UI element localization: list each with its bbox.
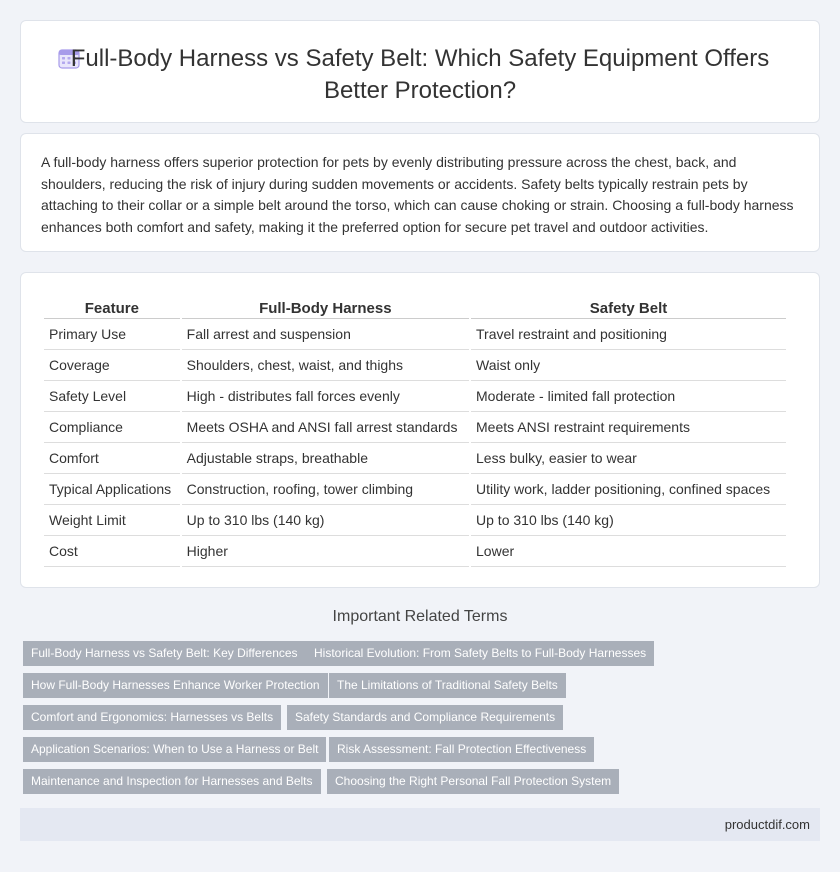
- related-term-tag[interactable]: Choosing the Right Personal Fall Protection System: [327, 769, 619, 794]
- related-term-tag[interactable]: Risk Assessment: Fall Protection Effectiveness: [329, 737, 594, 762]
- header-full-body-harness: Full-Body Harness: [182, 296, 469, 319]
- belt-cell: Less bulky, easier to wear: [471, 443, 786, 474]
- related-term-tag[interactable]: Historical Evolution: From Safety Belts to Full-Body Harnesses: [306, 641, 654, 666]
- feature-cell: Typical Applications: [44, 474, 180, 505]
- belt-cell: Meets ANSI restraint requirements: [471, 412, 786, 443]
- belt-cell: Travel restraint and positioning: [471, 319, 786, 350]
- feature-cell: Comfort: [44, 443, 180, 474]
- related-term-tag[interactable]: How Full-Body Harnesses Enhance Worker Protection: [23, 673, 328, 698]
- harness-cell: Fall arrest and suspension: [182, 319, 469, 350]
- related-term-tag[interactable]: Maintenance and Inspection for Harnesses and Belts: [23, 769, 321, 794]
- related-term-tag[interactable]: Comfort and Ergonomics: Harnesses vs Belts: [23, 705, 281, 730]
- feature-cell: Compliance: [44, 412, 180, 443]
- harness-cell: Shoulders, chest, waist, and thighs: [182, 350, 469, 381]
- related-term-tag[interactable]: Full-Body Harness vs Safety Belt: Key Differences: [23, 641, 306, 666]
- belt-cell: Lower: [471, 536, 786, 567]
- harness-cell: Construction, roofing, tower climbing: [182, 474, 469, 505]
- belt-cell: Up to 310 lbs (140 kg): [471, 505, 786, 536]
- feature-cell: Coverage: [44, 350, 180, 381]
- table-row: [44, 381, 786, 412]
- table-row: [44, 505, 786, 536]
- related-term-tag[interactable]: The Limitations of Traditional Safety Belts: [329, 673, 566, 698]
- comparison-table: [42, 296, 788, 567]
- harness-cell: Adjustable straps, breathable: [182, 443, 469, 474]
- table-row: [44, 319, 786, 350]
- feature-cell: Cost: [44, 536, 180, 567]
- page-title: Full-Body Harness vs Safety Belt: Which Safety Equipment Offers Better Protection?: [70, 45, 770, 104]
- belt-cell: Moderate - limited fall protection: [471, 381, 786, 412]
- harness-cell: Up to 310 lbs (140 kg): [182, 505, 469, 536]
- header-safety-belt: Safety Belt: [471, 296, 786, 319]
- table-row: [44, 474, 786, 505]
- harness-cell: High - distributes fall forces evenly: [182, 381, 469, 412]
- table-row: [44, 443, 786, 474]
- intro-paragraph: A full-body harness offers superior protection for pets by evenly distributing pressure across the chest, back, and shoulders, reducing the risk of injury during sudden movements or accidents. Safety belts typically restrain pets by attaching to their collar or a simple belt around the torso, which can cause choking or strain. Choosing a full-body harness enhances both comfort and safety, making it the preferred option for secure pet travel and outdoor activities.: [41, 154, 794, 235]
- related-term-tag[interactable]: Application Scenarios: When to Use a Harness or Belt: [23, 737, 326, 762]
- header-feature: Feature: [44, 296, 180, 319]
- intro-card: [20, 133, 820, 252]
- related-terms-heading: Important Related Terms: [332, 608, 508, 625]
- footer-site-name: productdif.com: [724, 817, 810, 832]
- harness-cell: Meets OSHA and ANSI fall arrest standards: [182, 412, 469, 443]
- title-card: [20, 20, 820, 123]
- table-row: [44, 536, 786, 567]
- feature-cell: Safety Level: [44, 381, 180, 412]
- related-term-tag[interactable]: Safety Standards and Compliance Requirements: [287, 705, 563, 730]
- belt-cell: Utility work, ladder positioning, confined spaces: [471, 474, 786, 505]
- feature-cell: Primary Use: [44, 319, 180, 350]
- comparison-card: [20, 272, 820, 588]
- table-row: [44, 412, 786, 443]
- belt-cell: Waist only: [471, 350, 786, 381]
- footer: [20, 808, 820, 841]
- harness-cell: Higher: [182, 536, 469, 567]
- table-header-row: [44, 296, 786, 319]
- feature-cell: Weight Limit: [44, 505, 180, 536]
- table-row: [44, 350, 786, 381]
